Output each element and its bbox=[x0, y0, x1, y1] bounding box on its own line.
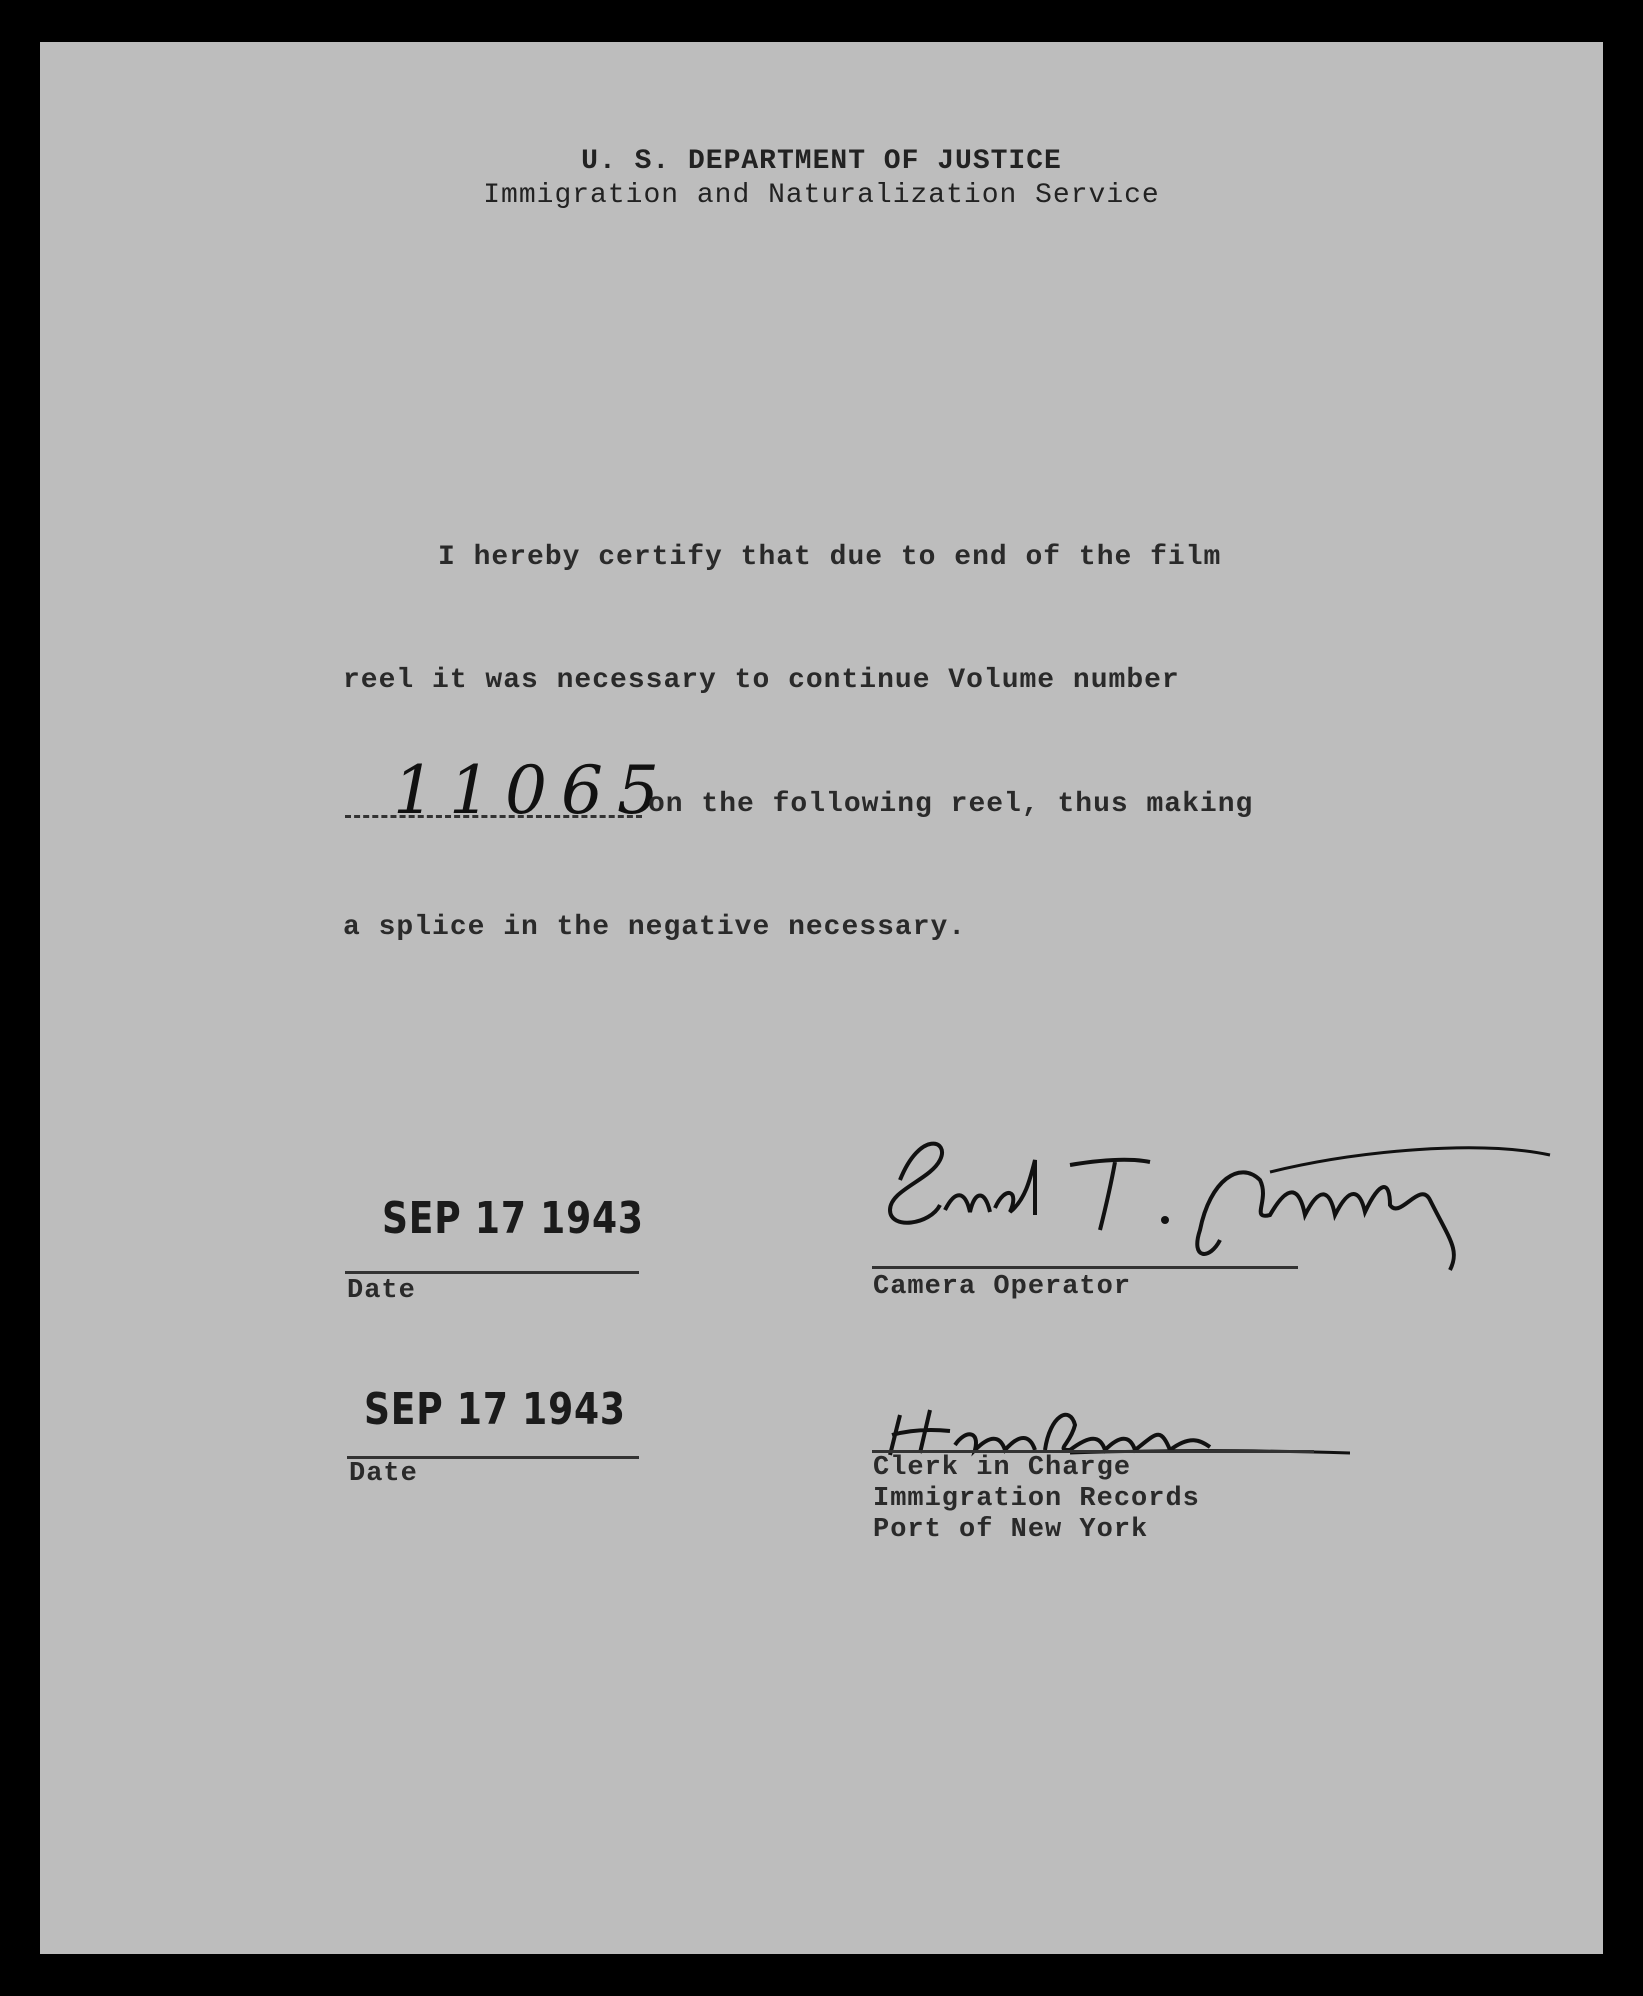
clerk-title-line-1: Clerk in Charge bbox=[873, 1453, 1132, 1483]
camera-operator-label: Camera Operator bbox=[873, 1272, 1132, 1302]
header-service: Immigration and Naturalization Service bbox=[483, 180, 1160, 211]
body-line-4: a splice in the negative necessary. bbox=[343, 912, 967, 943]
date-label-clerk: Date bbox=[349, 1459, 418, 1489]
date-rule-camera bbox=[345, 1271, 639, 1274]
signature-rule-camera bbox=[872, 1266, 1298, 1269]
body-line-1: I hereby certify that due to end of the film bbox=[438, 542, 1222, 573]
clerk-title-line-2: Immigration Records bbox=[873, 1484, 1200, 1514]
clerk-title-line-3: Port of New York bbox=[873, 1515, 1149, 1545]
date-stamp-clerk: SEP 17 1943 bbox=[364, 1384, 626, 1435]
header-department: U. S. DEPARTMENT OF JUSTICE bbox=[581, 146, 1062, 177]
camera-operator-signature bbox=[860, 1120, 1560, 1280]
body-line-3: on the following reel, thus making bbox=[648, 789, 1254, 820]
body-line-2: reel it was necessary to continue Volume number bbox=[343, 665, 1180, 696]
volume-number-blank-line bbox=[345, 815, 642, 818]
date-stamp-camera: SEP 17 1943 bbox=[382, 1193, 644, 1244]
volume-number-handwritten: 11065 bbox=[393, 752, 673, 829]
document-page bbox=[40, 42, 1603, 1954]
date-label-camera: Date bbox=[347, 1276, 416, 1306]
